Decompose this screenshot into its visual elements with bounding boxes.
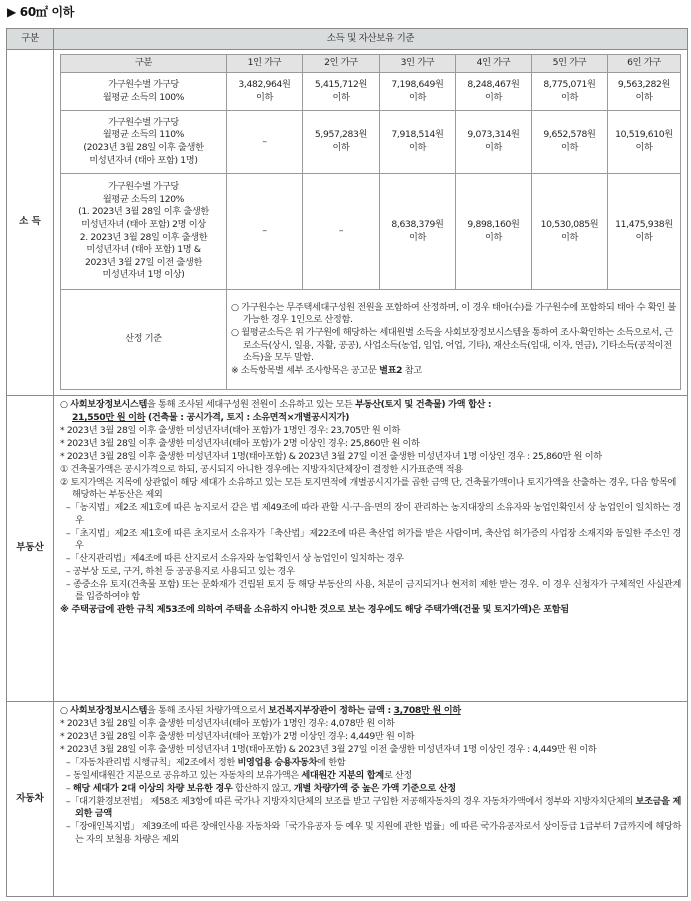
realestate-note: ② 토지가액은 지목에 상관없이 해당 세대가 소유하고 있는 모든 토지면적에 개별공시지가를 곱한 금액 단, 건축물가액이나 토지가액을 산출하는 경우, 다음 항목에 해당하는 부동산은 제외: [60, 476, 676, 501]
realestate-exclusion: –「초지법」제2조 제1호에 따른 초지로서 소유자가「축산법」제22조에 따른 축산업 허가를 받은 사람이며, 축산업 허가증의 사업장 소재지와 동일한 주소인 경우: [66, 527, 681, 552]
income-table: [60, 54, 681, 390]
car-rule-text: 합산하지 않고,: [232, 782, 294, 794]
income-value: 9,563,282원 이하: [608, 73, 681, 111]
car-rule-text: –「대기환경보전법」 제58조 제3항에 따른 국가나 지방자치단체의 보조를 받고 구입한 저공해자동차의 경우 자동차가액에서 정부와 지방자치단체의: [66, 795, 636, 807]
realestate-limit: [60, 412, 681, 425]
section-title: ▶ 60㎡ 이하: [7, 5, 75, 19]
income-value: 3,482,964원 이하: [227, 73, 303, 111]
car-rule: [60, 770, 681, 783]
car-sub: * 2023년 3월 28일 이후 출생한 미성년자녀 1명(태아포함) & 2023년 3월 27일 이전 출생한 미성년자녀 1명 이상인 경우 : 4,449만 원 이하: [60, 744, 597, 756]
car-system: 사회보장정보시스템: [70, 705, 147, 717]
income-row-label: 가구원수별 가구당 월평균 소득의 120% (1. 2023년 3월 28일 이후 출생한 미성년자녀 (태아 포함) 2명 이상 2. 2023년 3월 28일 이후 출생한 미성년자녀 (태아 포함) 1명 & 2023년 3월 27일 이전 출생한 미성년자녀 1명 이상): [61, 174, 227, 290]
income-value: 7,198,649원 이하: [380, 73, 456, 111]
realestate-sub: * 2023년 3월 28일 이후 출생한 미성년자녀 1명(태아포함) & 2023년 3월 27일 이전 출생한 미성년자녀 1명 이상인 경우 : 25,860만 원 이하: [60, 451, 602, 463]
criteria-table: [6, 28, 688, 897]
income-value: 9,652,578원 이하: [532, 111, 608, 174]
realestate-note: ① 건축물가액은 공시가격으로 하되, 공시되지 아니한 경우에는 지방자치단체장이 결정한 시가표준액 적용: [60, 463, 463, 475]
car-rule: [60, 783, 681, 796]
bullet: ○: [60, 399, 71, 411]
car-rule: [60, 757, 681, 770]
realestate-main: [60, 399, 681, 412]
realestate-exclusion: – 종중소유 토지(건축물 포함) 또는 문화재가 건립된 토지 등 해당 부동산의 사용, 처분이 금지되거나 현저히 제한 받는 경우. 이 경우 신청자가 구체적인 사실관계를 입증하여야 함: [66, 578, 681, 603]
criteria-text: [227, 290, 681, 390]
realestate-limit-value: 21,550만 원 이하: [72, 412, 146, 424]
criteria-item: ○ 월평균소득은 위 가구원에 해당하는 세대원별 소득을 사회보장정보시스템을 통하여 조사·확인하는 소득으로서, 근로소득(상시, 일용, 자활, 공공), 사업소득(농업, 임업, 어업, 기타), 재산소득(임대, 이자, 연금), 기타소득(공적이전소득)을 모두 말함.: [231, 326, 673, 364]
car-rule-text: 로 산정: [383, 769, 412, 781]
income-header-cell: 5인 가구: [532, 55, 608, 73]
car-rule-bold: 해당 세대가 2대 이상의 차량 보유한 경우: [72, 782, 233, 794]
income-value: 7,918,514원 이하: [380, 111, 456, 174]
realestate-sub: * 2023년 3월 28일 이후 출생한 미성년자녀(태아 포함)가 2명 이상인 경우: 25,860만 원 이하: [60, 438, 420, 450]
income-row-label: 가구원수별 가구당 월평균 소득의 110% (2023년 3월 28일 이후 출생한 미성년자녀 (태아 포함) 1명): [61, 111, 227, 174]
income-value: 9,073,314원 이하: [456, 111, 532, 174]
income-header-cell: 4인 가구: [456, 55, 532, 73]
realestate-footnote: ※ 주택공급에 관한 규칙 제53조에 의하여 주택을 소유하지 아니한 것으로 보는 경우에도 해당 주택가액(건물 및 토지가액)은 포함됨: [60, 604, 569, 616]
car-rule: [60, 796, 681, 821]
car-rule-bold: 세대원간 지분의 합계: [301, 769, 384, 781]
car-rule-text: –「자동차관리법 시행규칙」제2조에서 정한: [66, 757, 238, 769]
car-main: [60, 705, 681, 718]
income-row-label: 가구원수별 가구당 월평균 소득의 100%: [61, 73, 227, 111]
income-header-cell: 2인 가구: [303, 55, 380, 73]
income-value: –: [227, 174, 303, 290]
car-sub: * 2023년 3월 28일 이후 출생한 미성년자녀(태아 포함)가 1명인 경우: 4,078만 원 이하: [60, 718, 395, 730]
realestate-text: 을 통해 조사된 세대구성원 전원이 소유하고 있는 모든: [146, 399, 356, 411]
income-row-100: [61, 73, 681, 111]
car-rule: –「장애인복지법」 제39조에 따른 장애인사용 자동차와「국가유공자 등 예우 및 지원에 관한 법률」에 따른 국가유공자로서 상이등급 1급부터 7급까지에 해당하는 자의 보철용 차량은 제외: [66, 821, 681, 845]
realestate-label: 부동산: [7, 396, 54, 702]
car-amount-label: 보건복지부장관이 정하는 금액 :: [268, 705, 394, 717]
income-value: 8,638,379원 이하: [380, 174, 456, 290]
income-value: –: [227, 111, 303, 174]
income-header-cell: 6인 가구: [608, 55, 681, 73]
income-header-cell: 구분: [61, 55, 227, 73]
criteria-note-text: 참고: [402, 364, 422, 376]
income-value: 8,248,467원 이하: [456, 73, 532, 111]
car-rule-text: –: [66, 782, 73, 794]
realestate-exclusion: –「농지법」제2조 제1호에 따른 농지로서 같은 법 제49조에 따라 관할 시·구·읍·면의 장이 관리하는 농지대장의 소유자와 농업인확인서 상 농업인이 일치하는 경우: [66, 502, 681, 526]
criteria-item: ○ 가구원수는 무주택세대구성원 전원을 포함하여 산정하며, 이 경우 태아(수)를 가구원수에 포함하되 태아 수 확인 불가능한 경우 1인으로 산정함.: [231, 301, 676, 326]
income-value: 10,519,610원 이하: [608, 111, 681, 174]
income-criteria-row: [61, 290, 681, 390]
realestate-limit-basis: (건축물 : 공시가격, 토지 : 소유면적×개별공시지가): [145, 412, 350, 424]
income-value: 9,898,160원 이하: [456, 174, 532, 290]
car-rule-bold: 개별 차량가액 중 높은 가액 기준으로 산정: [293, 782, 456, 794]
criteria-label: 산정 기준: [61, 290, 227, 390]
income-value: 5,957,283원 이하: [303, 111, 380, 174]
realestate-exclusion: – 공부상 도로, 구거, 하천 등 공공용지로 사용되고 있는 경우: [66, 566, 295, 577]
criteria-note: [231, 365, 676, 378]
income-value: 5,415,712원 이하: [303, 73, 380, 111]
income-value: 11,475,938원 이하: [608, 174, 681, 290]
car-rule-text: – 동일세대원간 지분으로 공유하고 있는 자동차의 보유가액은: [66, 769, 302, 781]
income-header-row: [61, 55, 681, 73]
car-text: 을 통해 조사된 차량가액으로서: [146, 705, 269, 717]
bullet: ○: [60, 705, 71, 717]
car-limit-value: 3,708만 원 이하: [393, 705, 461, 717]
realestate-exclusion: –「산지관리법」제4조에 따른 산지로서 소유자와 농업확인서 상 농업인이 일치하는 경우: [66, 553, 404, 565]
income-header-cell: 3인 가구: [380, 55, 456, 73]
car-rule-text: 에 한함: [317, 757, 346, 769]
car-content: [54, 702, 688, 897]
car-sub: * 2023년 3월 28일 이후 출생한 미성년자녀(태아 포함)가 2명 이상인 경우: 4,449만 원 이하: [60, 731, 415, 743]
criteria-note-ref: 별표2: [379, 364, 403, 376]
criteria-note-text: ※ 소득항목별 세부 조사항목은 공고문: [231, 364, 380, 376]
income-value: 8,775,071원 이하: [532, 73, 608, 111]
header-category: 구분: [7, 29, 54, 50]
income-value: 10,530,085원 이하: [532, 174, 608, 290]
car-rule-bold: 비영업용 승용자동차: [237, 757, 318, 769]
realestate-system: 사회보장정보시스템: [70, 399, 147, 411]
realestate-sub: * 2023년 3월 28일 이후 출생한 미성년자녀(태아 포함)가 1명인 경우: 23,705만 원 이하: [60, 425, 400, 437]
car-rule-bold: 보조금을 제외한 금액: [75, 795, 681, 820]
income-header-cell: 1인 가구: [227, 55, 303, 73]
income-row-120: [61, 174, 681, 290]
income-value: –: [303, 174, 380, 290]
income-row-110: [61, 111, 681, 174]
income-label: 소 득: [7, 50, 54, 396]
header-criteria: 소득 및 자산보유 기준: [54, 29, 688, 50]
realestate-sum: 부동산(토지 및 건축물) 가액 합산 :: [355, 399, 492, 411]
realestate-content: [54, 396, 688, 702]
car-label: 자동차: [7, 702, 54, 897]
